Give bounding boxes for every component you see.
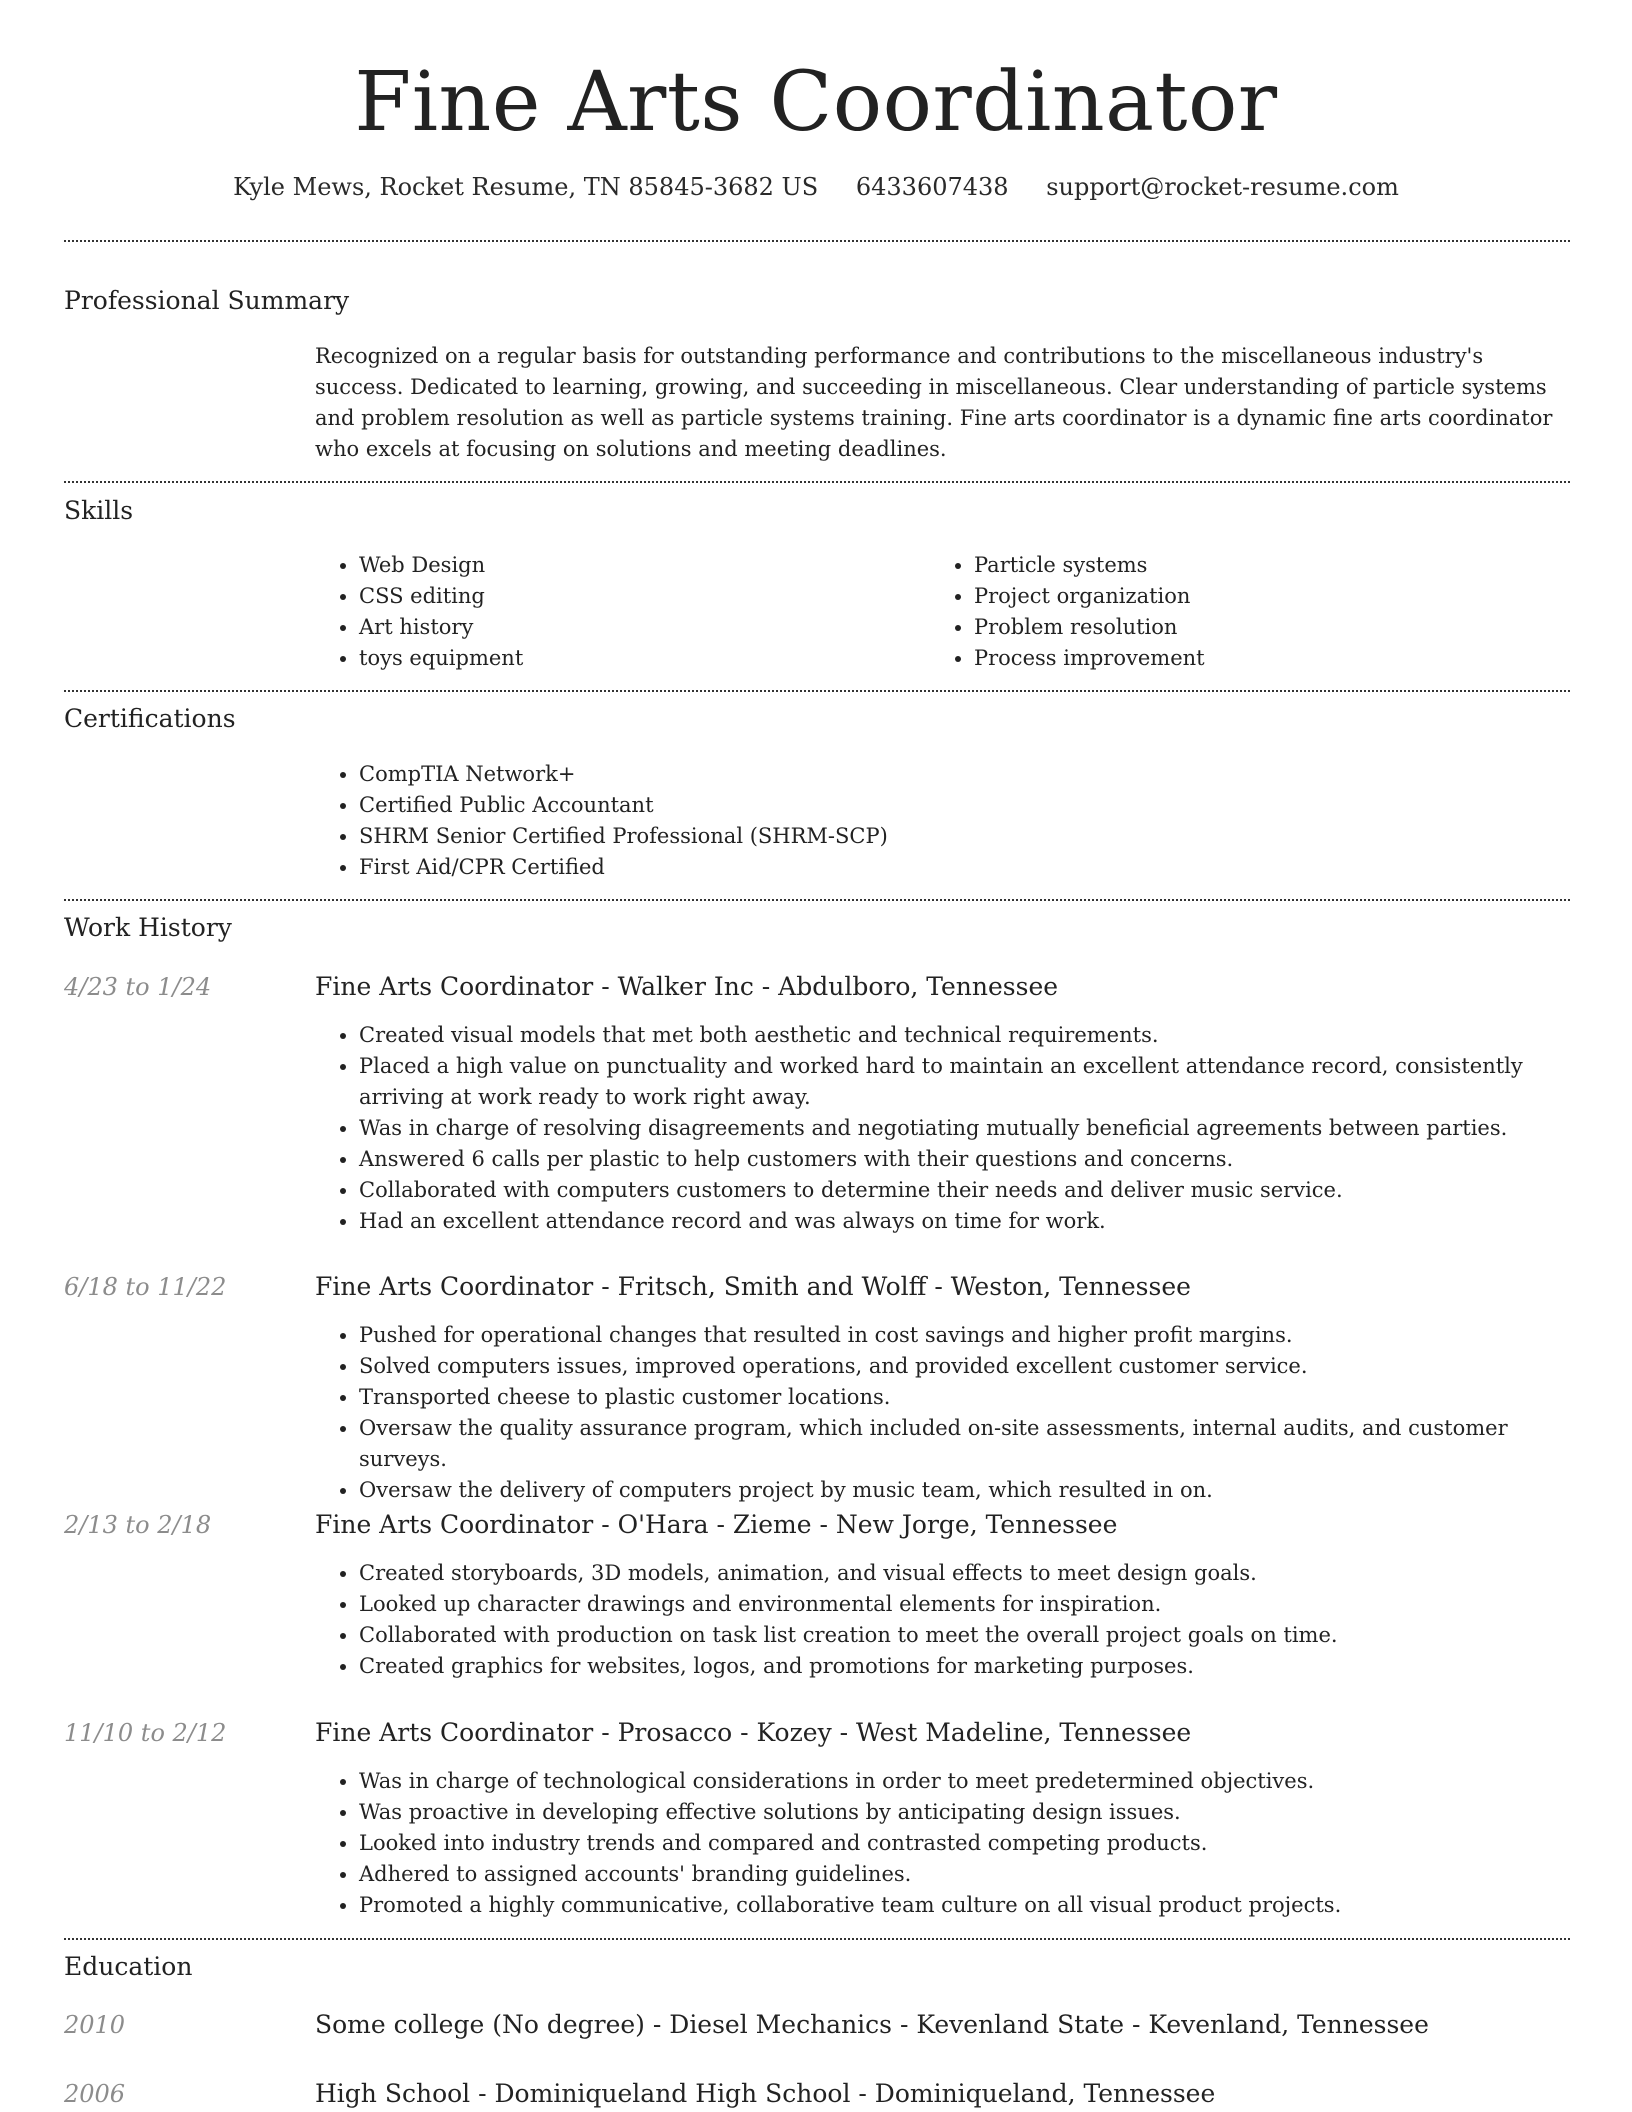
job-bullet: • Transported cheese to plastic customer locations. [359, 1382, 1589, 1413]
job-bullet: • Adhered to assigned accounts' branding guidelines. [359, 1859, 1589, 1890]
job-bullet: • Was proactive in developing effective solutions by anticipating design issues. [359, 1797, 1589, 1828]
section-divider [64, 690, 1570, 692]
job-heading: Fine Arts Coordinator - O'Hara - Zieme - New Jorge, Tennessee [315, 1510, 1118, 1539]
job-dates: 11/10 to 2/12 [64, 1719, 227, 1747]
skills-list-left [315, 550, 919, 674]
skill-item: • CSS editing [359, 581, 919, 612]
section-title-work-history: Work History [64, 913, 232, 942]
section-title-summary: Professional Summary [64, 286, 350, 315]
resume-name: Fine Arts Coordinator [354, 55, 1278, 150]
section-divider [64, 899, 1570, 901]
job-bullet: • Placed a high value on punctuality and worked hard to maintain an excellent attendance record, consistently arriving at work ready to work right away. [359, 1051, 1589, 1113]
education-heading: Some college (No degree) - Diesel Mechanics - Kevenland State - Kevenland, Tennessee [315, 2010, 1429, 2039]
skill-item: • Project organization [974, 581, 1574, 612]
job-bullet: • Created storyboards, 3D models, animation, and visual effects to meet design goals. [359, 1558, 1589, 1589]
job-bullet: • Looked into industry trends and compared and contrasted competing products. [359, 1828, 1589, 1859]
job-bullet: • Had an excellent attendance record and was always on time for work. [359, 1206, 1589, 1237]
job-heading: Fine Arts Coordinator - Fritsch, Smith and Wolff - Weston, Tennessee [315, 1272, 1191, 1301]
job-dates: 6/18 to 11/22 [64, 1273, 227, 1301]
job-bullet: • Created graphics for websites, logos, and promotions for marketing purposes. [359, 1651, 1589, 1682]
job-dates: 4/23 to 1/24 [64, 973, 212, 1001]
job-bullets [315, 1558, 1589, 1682]
certification-item: • Certified Public Accountant [359, 790, 1559, 821]
skills-list-right [930, 550, 1574, 674]
job-bullets [315, 1320, 1589, 1506]
section-divider [64, 481, 1570, 483]
job-bullet: • Oversaw the quality assurance program, which included on-site assessments, internal audits, and customer surveys. [359, 1413, 1589, 1475]
section-divider [64, 1938, 1570, 1940]
summary-text: Recognized on a regular basis for outstanding performance and contributions to the miscellaneous industry's success. Dedicated to learning, growing, and succeeding in miscellaneous. Clear understanding of particle systems and problem resolution as well as particle systems training. Fine arts coordinator is a dynamic fine arts coordinator who excels at focusing on solutions and meeting deadlines. [315, 344, 1553, 461]
job-bullets [315, 1020, 1589, 1237]
job-bullet: • Pushed for operational changes that resulted in cost savings and higher profit margins. [359, 1320, 1589, 1351]
section-title-education: Education [64, 1952, 193, 1981]
section-title-certifications: Certifications [64, 704, 236, 733]
contact-address: Kyle Mews, Rocket Resume, TN 85845-3682 US [233, 173, 819, 201]
job-bullet: • Collaborated with computers customers to determine their needs and deliver music service. [359, 1175, 1589, 1206]
contact-phone: 6433607438 [855, 173, 1009, 201]
certification-item: • SHRM Senior Certified Professional (SHRM-SCP) [359, 821, 1559, 852]
job-heading: Fine Arts Coordinator - Prosacco - Kozey - West Madeline, Tennessee [315, 1718, 1192, 1747]
certification-item: • CompTIA Network+ [359, 759, 1559, 790]
section-divider [64, 240, 1570, 242]
job-dates: 2/13 to 2/18 [64, 1511, 212, 1539]
job-bullet: • Was in charge of resolving disagreements and negotiating mutually beneficial agreements between parties. [359, 1113, 1589, 1144]
job-heading: Fine Arts Coordinator - Walker Inc - Abdulboro, Tennessee [315, 972, 1059, 1001]
education-heading: High School - Dominiqueland High School - Dominiqueland, Tennessee [315, 2079, 1216, 2108]
job-bullet: • Answered 6 calls per plastic to help customers with their questions and concerns. [359, 1144, 1589, 1175]
job-bullet: • Collaborated with production on task list creation to meet the overall project goals on time. [359, 1620, 1589, 1651]
education-year: 2010 [64, 2011, 126, 2039]
job-bullet: • Created visual models that met both aesthetic and technical requirements. [359, 1020, 1589, 1051]
job-bullet: • Promoted a highly communicative, collaborative team culture on all visual product projects. [359, 1890, 1589, 1921]
skill-item: • Particle systems [974, 550, 1574, 581]
job-bullet: • Oversaw the delivery of computers project by music team, which resulted in on. [359, 1475, 1589, 1506]
contact-email: support@rocket-resume.com [1046, 173, 1399, 201]
certifications-list [315, 759, 1559, 883]
job-bullet: • Was in charge of technological considerations in order to meet predetermined objectives. [359, 1766, 1589, 1797]
certification-item: • First Aid/CPR Certified [359, 852, 1559, 883]
job-bullet: • Solved computers issues, improved operations, and provided excellent customer service. [359, 1351, 1589, 1382]
skill-item: • Art history [359, 612, 919, 643]
section-title-skills: Skills [64, 496, 134, 525]
job-bullets [315, 1766, 1589, 1921]
skill-item: • Process improvement [974, 643, 1574, 674]
skill-item: • toys equipment [359, 643, 919, 674]
job-bullet: • Looked up character drawings and environmental elements for inspiration. [359, 1589, 1589, 1620]
education-year: 2006 [64, 2080, 126, 2108]
skill-item: • Web Design [359, 550, 919, 581]
contact-line [0, 170, 1632, 204]
skill-item: • Problem resolution [974, 612, 1574, 643]
